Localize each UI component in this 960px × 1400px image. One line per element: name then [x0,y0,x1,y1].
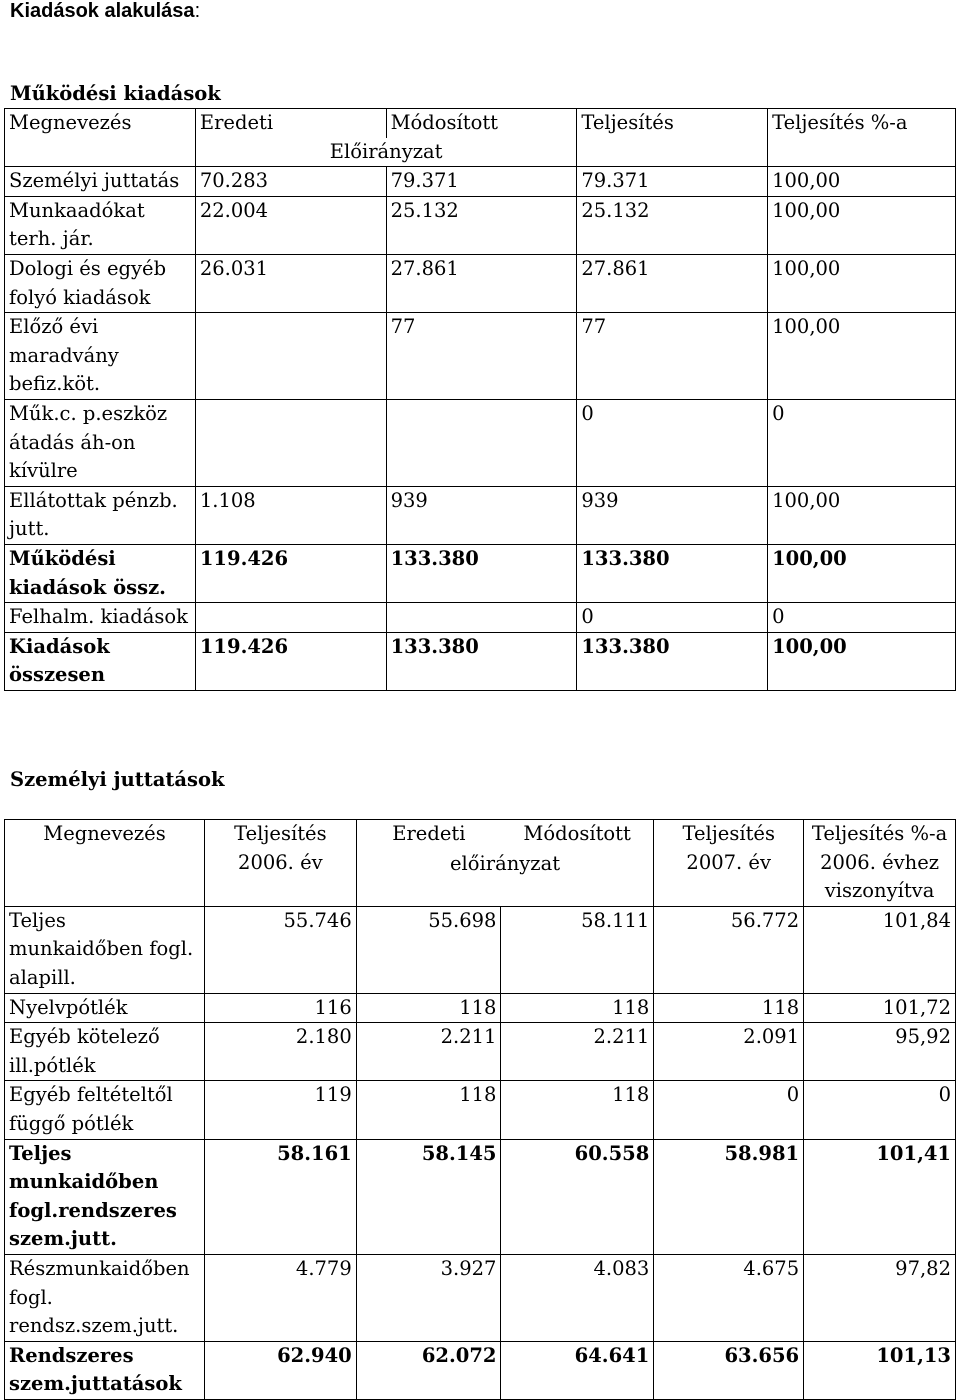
table-row [5,906,956,993]
row-eredeti [195,399,386,486]
table-row [5,603,956,633]
row-teljesites-pct: 100,00 [768,486,956,544]
header-telj2006: Teljesítés 2006. év [204,820,356,907]
row-modositott: 133.380 [386,544,577,602]
row-telj2006: 2.180 [204,1023,356,1081]
row-name: Kiadások összesen [5,632,196,690]
row-pct: 95,92 [804,1023,956,1081]
row-telj2007: 56.772 [654,906,804,993]
row-teljesites-pct: 0 [768,399,956,486]
table-row [5,167,956,197]
header-modositott: Módosított [386,109,577,138]
table-row [5,1023,956,1081]
header-teljesites: Teljesítés [577,109,768,167]
row-teljesites: 77 [577,313,768,400]
row-modositott [386,399,577,486]
row-pct: 101,41 [804,1139,956,1254]
row-pct: 101,72 [804,993,956,1023]
header-name: Megnevezés [5,820,205,907]
row-eredeti: 62.072 [356,1341,501,1399]
row-name: Részmunkaidőben fogl. rendsz.szem.jutt. [5,1254,205,1341]
row-name: Ellátottak pénzb. jutt. [5,486,196,544]
table-row [5,1254,956,1341]
row-modositott: 77 [386,313,577,400]
row-name: Működési kiadások össz. [5,544,196,602]
row-teljesites: 0 [577,603,768,633]
row-eredeti [195,313,386,400]
table-row [5,399,956,486]
row-modositott: 58.111 [501,906,654,993]
row-eredeti [195,603,386,633]
row-teljesites-pct: 100,00 [768,313,956,400]
table-row [5,486,956,544]
row-teljesites-pct: 0 [768,603,956,633]
row-teljesites: 27.861 [577,254,768,312]
row-modositott: 79.371 [386,167,577,197]
row-modositott: 25.132 [386,196,577,254]
row-modositott [386,603,577,633]
table-row [5,1341,956,1399]
section1-title: Működési kiadások [10,82,221,105]
header-eloiranyzat: előirányzat [356,850,654,907]
row-teljesites: 25.132 [577,196,768,254]
table-row [5,993,956,1023]
header-name: Megnevezés [5,109,196,167]
row-pct: 101,84 [804,906,956,993]
table-row [5,1081,956,1139]
row-teljesites: 0 [577,399,768,486]
header-pct: Teljesítés %-a 2006. évhez viszonyítva [804,820,956,907]
row-eredeti: 1.108 [195,486,386,544]
row-telj2007: 4.675 [654,1254,804,1341]
table-row [5,196,956,254]
row-name: Egyéb kötelező ill.pótlék [5,1023,205,1081]
row-teljesites-pct: 100,00 [768,544,956,602]
row-teljesites: 939 [577,486,768,544]
header-eredeti: Eredeti [195,109,386,138]
row-telj2006: 55.746 [204,906,356,993]
operating-expenses-table [4,108,956,691]
table-row [5,544,956,602]
row-teljesites-pct: 100,00 [768,196,956,254]
header-telj2007: Teljesítés 2007. év [654,820,804,907]
table-header-row [5,109,956,138]
row-eredeti: 119.426 [195,544,386,602]
row-teljesites: 133.380 [577,632,768,690]
row-telj2006: 116 [204,993,356,1023]
row-name: Teljes munkaidőben fogl. alapill. [5,906,205,993]
row-telj2006: 119 [204,1081,356,1139]
personnel-expenses-body [5,906,956,1399]
row-modositott: 118 [501,993,654,1023]
row-modositott: 64.641 [501,1341,654,1399]
table-row [5,1139,956,1254]
row-teljesites: 133.380 [577,544,768,602]
row-teljesites-pct: 100,00 [768,632,956,690]
row-name: Teljes munkaidőben fogl.rendszeres szem.jutt. [5,1139,205,1254]
row-telj2007: 63.656 [654,1341,804,1399]
row-modositott: 27.861 [386,254,577,312]
row-telj2006: 58.161 [204,1139,356,1254]
row-eredeti: 2.211 [356,1023,501,1081]
row-eredeti: 118 [356,1081,501,1139]
row-eredeti: 26.031 [195,254,386,312]
row-modositott: 60.558 [501,1139,654,1254]
row-name: Rendszeres szem.juttatások [5,1341,205,1399]
row-name: Munkaadókat terh. jár. [5,196,196,254]
row-name: Előző évi maradvány befiz.köt. [5,313,196,400]
row-name: Felhalm. kiadások [5,603,196,633]
table-row [5,632,956,690]
row-eredeti: 55.698 [356,906,501,993]
row-modositott: 133.380 [386,632,577,690]
table-row [5,254,956,312]
row-eredeti: 22.004 [195,196,386,254]
row-teljesites-pct: 100,00 [768,167,956,197]
row-name: Személyi juttatás [5,167,196,197]
row-eredeti: 3.927 [356,1254,501,1341]
personnel-expenses-table [4,819,956,1400]
row-telj2007: 2.091 [654,1023,804,1081]
row-modositott: 4.083 [501,1254,654,1341]
row-modositott: 2.211 [501,1023,654,1081]
row-telj2006: 4.779 [204,1254,356,1341]
row-modositott: 939 [386,486,577,544]
row-eredeti: 118 [356,993,501,1023]
row-telj2007: 58.981 [654,1139,804,1254]
row-teljesites: 79.371 [577,167,768,197]
row-name: Nyelvpótlék [5,993,205,1023]
row-telj2007: 0 [654,1081,804,1139]
row-telj2007: 118 [654,993,804,1023]
row-pct: 97,82 [804,1254,956,1341]
header-eloiranyzat: Előirányzat [195,138,577,167]
header-modositott: Módosított [501,820,654,850]
row-pct: 101,13 [804,1341,956,1399]
row-eredeti: 119.426 [195,632,386,690]
operating-expenses-body [5,167,956,691]
row-name: Dologi és egyéb folyó kiadások [5,254,196,312]
table-header-row [5,820,956,850]
row-eredeti: 70.283 [195,167,386,197]
row-eredeti: 58.145 [356,1139,501,1254]
header-eredeti: Eredeti [356,820,501,850]
row-name: Egyéb feltételtől függő pótlék [5,1081,205,1139]
header-teljesites-pct: Teljesítés %-a [768,109,956,167]
row-teljesites-pct: 100,00 [768,254,956,312]
row-modositott: 118 [501,1081,654,1139]
page-heading [10,0,200,23]
row-telj2006: 62.940 [204,1341,356,1399]
page-heading-suffix: : [194,0,201,22]
section2-title: Személyi juttatások [10,768,225,791]
page-heading-bold: Kiadások alakulása [10,0,195,22]
table-row [5,313,956,400]
row-name: Műk.c. p.eszköz átadás áh-on kívülre [5,399,196,486]
row-pct: 0 [804,1081,956,1139]
